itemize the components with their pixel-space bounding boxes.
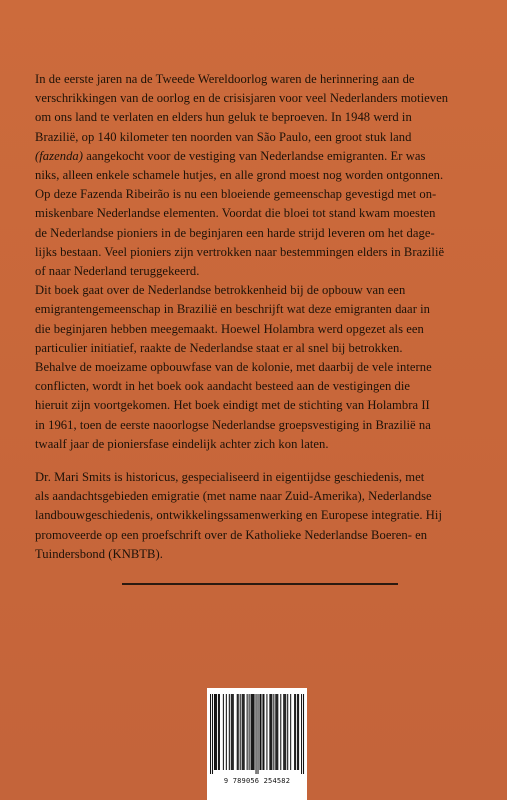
barcode-bar xyxy=(240,694,241,770)
blurb-paragraph-1 xyxy=(35,70,476,281)
barcode-bar xyxy=(260,694,261,770)
blurb-line: Behalve de moeizame opbouwfase van de kolonie, met daarbij de vele interne xyxy=(35,360,432,375)
divider-line xyxy=(122,583,398,585)
blurb-line: In de eerste jaren na de Tweede Wereldoorlog waren de herinnering aan de xyxy=(35,72,415,86)
barcode-bar xyxy=(287,694,288,770)
blurb-line: om ons land te verlaten en elders hun geluk te beproeven. In 1948 werd in xyxy=(35,110,412,125)
barcode-bar xyxy=(229,694,230,770)
blurb-line: hieruit zijn voortgekomen. Het boek eindigt met de stichting van Holambra II xyxy=(35,398,430,413)
barcode-bar xyxy=(233,694,234,770)
bio-line: landbouwgeschiedenis, ontwikkelingssamenwerking en Europese integratie. Hij xyxy=(35,508,442,523)
isbn-barcode xyxy=(207,688,307,800)
barcode-bar xyxy=(256,694,257,774)
barcode-bar xyxy=(284,694,285,770)
barcode-bar xyxy=(238,694,239,770)
blurb-line: aangekocht voor de vestiging van Nederlandse emigranten. Er was xyxy=(86,148,426,163)
barcode-bar xyxy=(226,694,227,770)
barcode-bar xyxy=(237,694,238,770)
barcode-bar xyxy=(297,694,298,770)
barcode-bar xyxy=(252,694,253,770)
blurb-paragraph-2 xyxy=(35,281,476,454)
barcode-bar xyxy=(247,694,248,770)
barcode-bar xyxy=(271,694,272,770)
blurb-line: verschrikkingen van de oorlog en de crisisjaren voor veel Nederlanders motieven xyxy=(35,91,449,106)
blurb-line: conflicten, wordt in het boek ook aandacht besteed aan de vestigingen die xyxy=(35,379,411,394)
barcode-bar xyxy=(244,694,245,770)
bio-line: als aandachtsgebieden emigratie (met name naar Zuid-Amerika), Nederlandse xyxy=(35,489,432,504)
blurb-line: emigrantengemeenschap in Brazilië en beschrijft wat deze emigranten daar in xyxy=(35,302,431,317)
barcode-bar xyxy=(277,694,278,770)
barcode-bar xyxy=(298,694,299,770)
barcode-bar xyxy=(232,694,233,770)
barcode-bar xyxy=(231,694,232,770)
blurb-line: die beginjaren hebben meegemaakt. Hoewel Holambra werd opgezet als een xyxy=(35,321,424,336)
barcode-bar xyxy=(280,694,281,770)
barcode-bar xyxy=(290,694,291,770)
barcode-bar xyxy=(253,694,254,770)
barcode-bar xyxy=(275,694,276,770)
bio-line: Dr. Mari Smits is historicus, gespecialiseerd in eigentijdse geschiedenis, met xyxy=(35,470,425,485)
barcode-bar xyxy=(270,694,271,770)
blurb-line: twaalf jaar de pioniersfase eindelijk achter zich kon laten. xyxy=(35,436,329,451)
barcode-bar xyxy=(249,694,250,770)
blurb-line: Brazilië, op 140 kilometer ten noorden van São Paulo, een groot stuk land xyxy=(35,129,412,144)
barcode-bar xyxy=(216,694,217,770)
barcode-bar xyxy=(262,694,263,770)
barcode-icon xyxy=(207,694,307,774)
blurb-line: particulier initiatief, raakte de Nederlandse staat er al snel bij betrokken. xyxy=(35,340,403,355)
blurb-line: of naar Nederland teruggekeerd. xyxy=(35,264,200,279)
barcode-bar xyxy=(276,694,277,770)
blurb-line: miskenbare Nederlandse elementen. Voordat die bloei tot stand kwam moesten xyxy=(35,206,436,221)
barcode-bar xyxy=(243,694,244,770)
barcode-bar xyxy=(295,694,296,770)
blurb-line: Dit boek gaat over de Nederlandse betrokkenheid bij de opbouw van een xyxy=(35,283,406,298)
bio-line: promoveerde op een proefschrift over de Katholieke Nederlandse Boeren- en xyxy=(35,527,428,542)
barcode-bar xyxy=(285,694,286,770)
blurb-line: lijks bestaan. Veel pioniers zijn vertrokken naar bestemmingen elders in Brazilië xyxy=(35,244,445,259)
barcode-bar xyxy=(251,694,252,770)
blurb-text xyxy=(35,70,476,564)
barcode-bar xyxy=(212,694,213,774)
barcode-bar xyxy=(294,694,295,770)
barcode-bar xyxy=(269,694,270,770)
barcode-bar xyxy=(263,694,264,770)
barcode-bar xyxy=(218,694,219,770)
barcode-bar xyxy=(210,694,211,774)
bio-line: Tuindersbond (KNBTB). xyxy=(35,546,163,561)
blurb-line: de Nederlandse pioniers in de beginjaren een harde strijd leveren om het dage- xyxy=(35,225,435,240)
barcode-bar xyxy=(259,694,260,770)
barcode-bar xyxy=(303,694,304,774)
fazenda-term: (fazenda) xyxy=(35,148,84,163)
barcode-bar xyxy=(242,694,243,770)
barcode-bar xyxy=(266,694,267,770)
blurb-line: niks, alleen enkele schamele hutjes, en alle grond moest nog worden ontgonnen. xyxy=(35,168,444,183)
barcode-bar xyxy=(223,694,224,770)
barcode-bar xyxy=(214,694,215,770)
barcode-bar xyxy=(257,694,258,774)
barcode-bar xyxy=(301,694,302,774)
blurb-line: Op deze Fazenda Ribeirão is nu een bloeiende gemeenschap gevestigd met on- xyxy=(35,187,437,202)
barcode-digits: 9 789056 254582 xyxy=(223,777,291,785)
barcode-bar xyxy=(254,694,255,770)
barcode-bar xyxy=(273,694,274,770)
blurb-line: in 1961, toen de eerste naoorlogse Nederlandse groepsvestiging in Brazilië na xyxy=(35,417,431,432)
barcode-bar xyxy=(283,694,284,770)
author-bio xyxy=(35,468,476,564)
barcode-bar xyxy=(219,694,220,770)
barcode-bar xyxy=(215,694,216,770)
